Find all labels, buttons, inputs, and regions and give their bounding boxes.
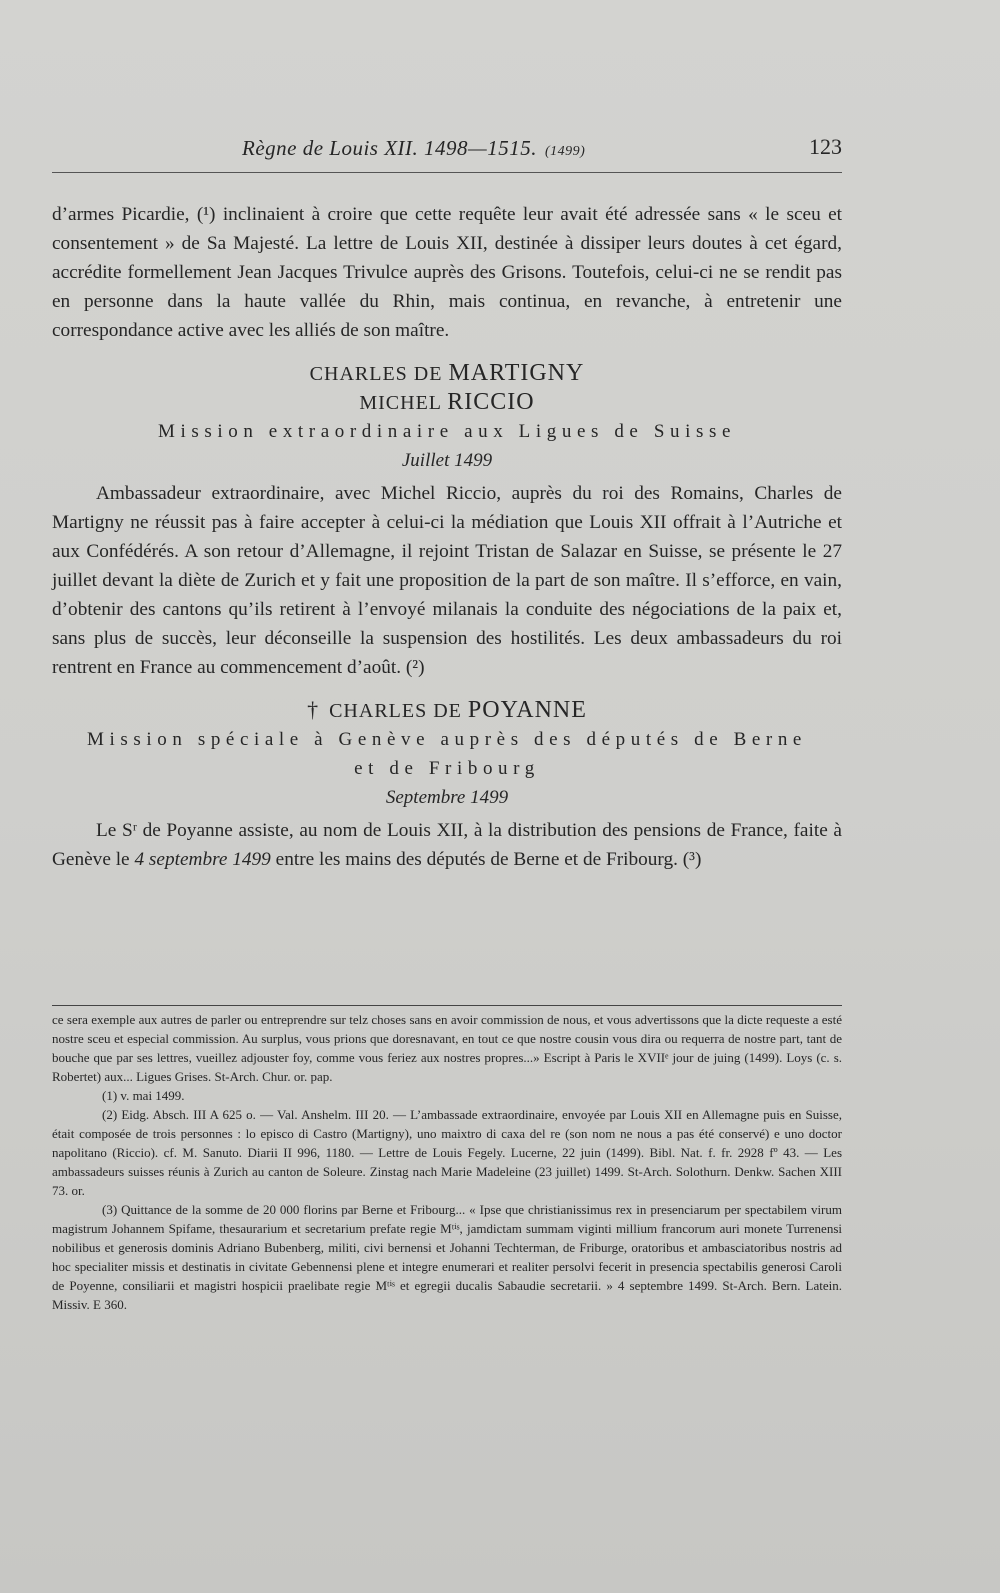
section2-name-prefix: CHARLES DE (329, 700, 468, 722)
footnotes (52, 1010, 842, 1314)
footnote-3: (3) Quittance de la somme de 20 000 florins par Berne et Fribourg... « Ipse que christianissimus rex in presenciarum per spectabilem virum magistrum Johannem Spifame, thesaurarium et secretarium prefate regie Mᵗⁱˢ, jamdictam summam viginti millium francorum auri monete Turrenensi nobilibus et generosis dominis Adriano Bubenberg, militi, civi bernensi et Johanni Techterman, de Friburge, oratoribus et ambasciatoribus nostris ad hoc specialiter missis et destinatis in civitate Gebennensi plene et integre enumerari et realiter persolvi fecerit in presencia spectabilis generosi Caroli de Poyenne, consiliarii et magistri hospicii praelibate regie Mᵗⁱˢ et egregii ducalis Sabaudie secretarii. » 4 septembre 1499. St-Arch. Bern. Latein. Missiv. E 360. (52, 1202, 842, 1312)
section2-mission-line2: et de Fribourg (354, 758, 540, 779)
section1-mission: Mission extraordinaire aux Ligues de Suisse (158, 421, 736, 442)
section1-name1-main: MARTIGNY (448, 360, 585, 386)
header-year: (1499) (544, 144, 586, 159)
page-number: 123 (809, 134, 842, 159)
section1-name2-main: RICCIO (447, 389, 535, 415)
footnote-continued: ce sera exemple aux autres de parler ou entreprendre sur telz choses sans en avoir commission de nous, et vous advertissons que la dicte requeste a esté nostre sceu et especial commission. Au surplus, vous prions que doresnavant, en tout ce que nostre cousin vous dira ou requerra de nostre part, tant de bouche que par ses lettres, vueillez adjouster foy, comme vous feriez aux nostres propres...» Escript à Paris le XVIIᵉ jour de juing (1499). Loys (c. s. Robertet) aux... Ligues Grises. St-Arch. Chur. or. pap. (52, 1012, 842, 1084)
footnote-1: (1) v. mai 1499. (102, 1088, 185, 1103)
section2-paragraph (52, 816, 842, 874)
cross-icon: † (307, 697, 320, 722)
running-title (242, 136, 585, 161)
section2-heading-name (52, 696, 842, 725)
section1-paragraph: Ambassadeur extraordinaire, avec Michel Riccio, auprès du roi des Romains, Charles de Martigny ne réussit pas à faire accepter à celui-ci la médiation que Louis XII offrait à l’Autriche et aux Confédérés. A son retour d’Allemagne, il rejoint Tristan de Salazar en Suisse, se présente le 27 juillet devant la diète de Zurich et y fait une proposition de la part de son maître. Il s’efforce, en vain, d’obtenir des cantons qu’ils retirent à l’envoyé milanais la conduite des négociations de la paix et, sans plus de succès, leur déconseille la suspension des hostilités. Les deux ambassadeurs du roi rentrent en France au commencement d’août. (²) (52, 483, 842, 678)
section1-name1-prefix: CHARLES DE (309, 363, 449, 385)
section1-heading-name1 (52, 359, 842, 388)
section2-text-before: Le Sʳ de Poyanne assiste, au nom de Louis XII, à la distribution des pensions de France, faite à Genève le (52, 820, 842, 870)
section2-date: Septembre 1499 (385, 787, 509, 808)
section1-date: Juillet 1499 (401, 450, 493, 471)
intro-paragraph: d’armes Picardie, (¹) inclinaient à croire que cette requête leur avait été adressée sans « le sceu et consentement » de Sa Majesté. La lettre de Louis XII, destinée à dissiper leurs doutes à cet égard, accrédite formellement Jean Jacques Trivulce auprès des Grisons. Toutefois, celui-ci ne se rendit pas en personne dans la haute vallée du Rhin, mais continua, en revanche, à entretenir une correspondance active avec les alliés de son maître. (52, 204, 842, 341)
footnote-2: (2) Eidg. Absch. III A 625 o. — Val. Anshelm. III 20. — L’ambassade extraordinaire, envoyée par Louis XII en Allemagne puis en Suisse, était composée de trois personnes : lo episco di Castro (Martigny), uno maixtro di caxa del re (son nom ne nous a pas été conservé) e uno doctor napolitano (Riccio). cf. M. Sanuto. Diarii II 996, 1180. — Lettre de Louis Fegely. Lucerne, 22 juin (1499). Bibl. Nat. f. fr. 2928 fº 43. — Les ambassadeurs suisses réunis à Zurich au canton de Soleure. Zinstag nach Marie Madeleine (23 juillet) 1499. St-Arch. Solothurn. Denkw. Sachen XIII 73. or. (52, 1107, 842, 1198)
section2-mission-line1: Mission spéciale à Genève auprès des députés de Berne (87, 729, 807, 750)
footnote-rule (52, 1005, 842, 1006)
main-text (52, 200, 842, 874)
running-title-text: Règne de Louis XII. 1498—1515. (242, 136, 537, 160)
section2-text-after: entre les mains des députés de Berne et de Fribourg. (³) (270, 849, 702, 870)
section2-text-date: 4 septembre 1499 (134, 849, 271, 870)
section1-heading-name2 (52, 388, 842, 417)
running-header (52, 128, 842, 166)
header-rule (52, 172, 842, 173)
section1-name2-prefix: MICHEL (359, 392, 448, 414)
section2-name-main: POYANNE (467, 697, 587, 723)
